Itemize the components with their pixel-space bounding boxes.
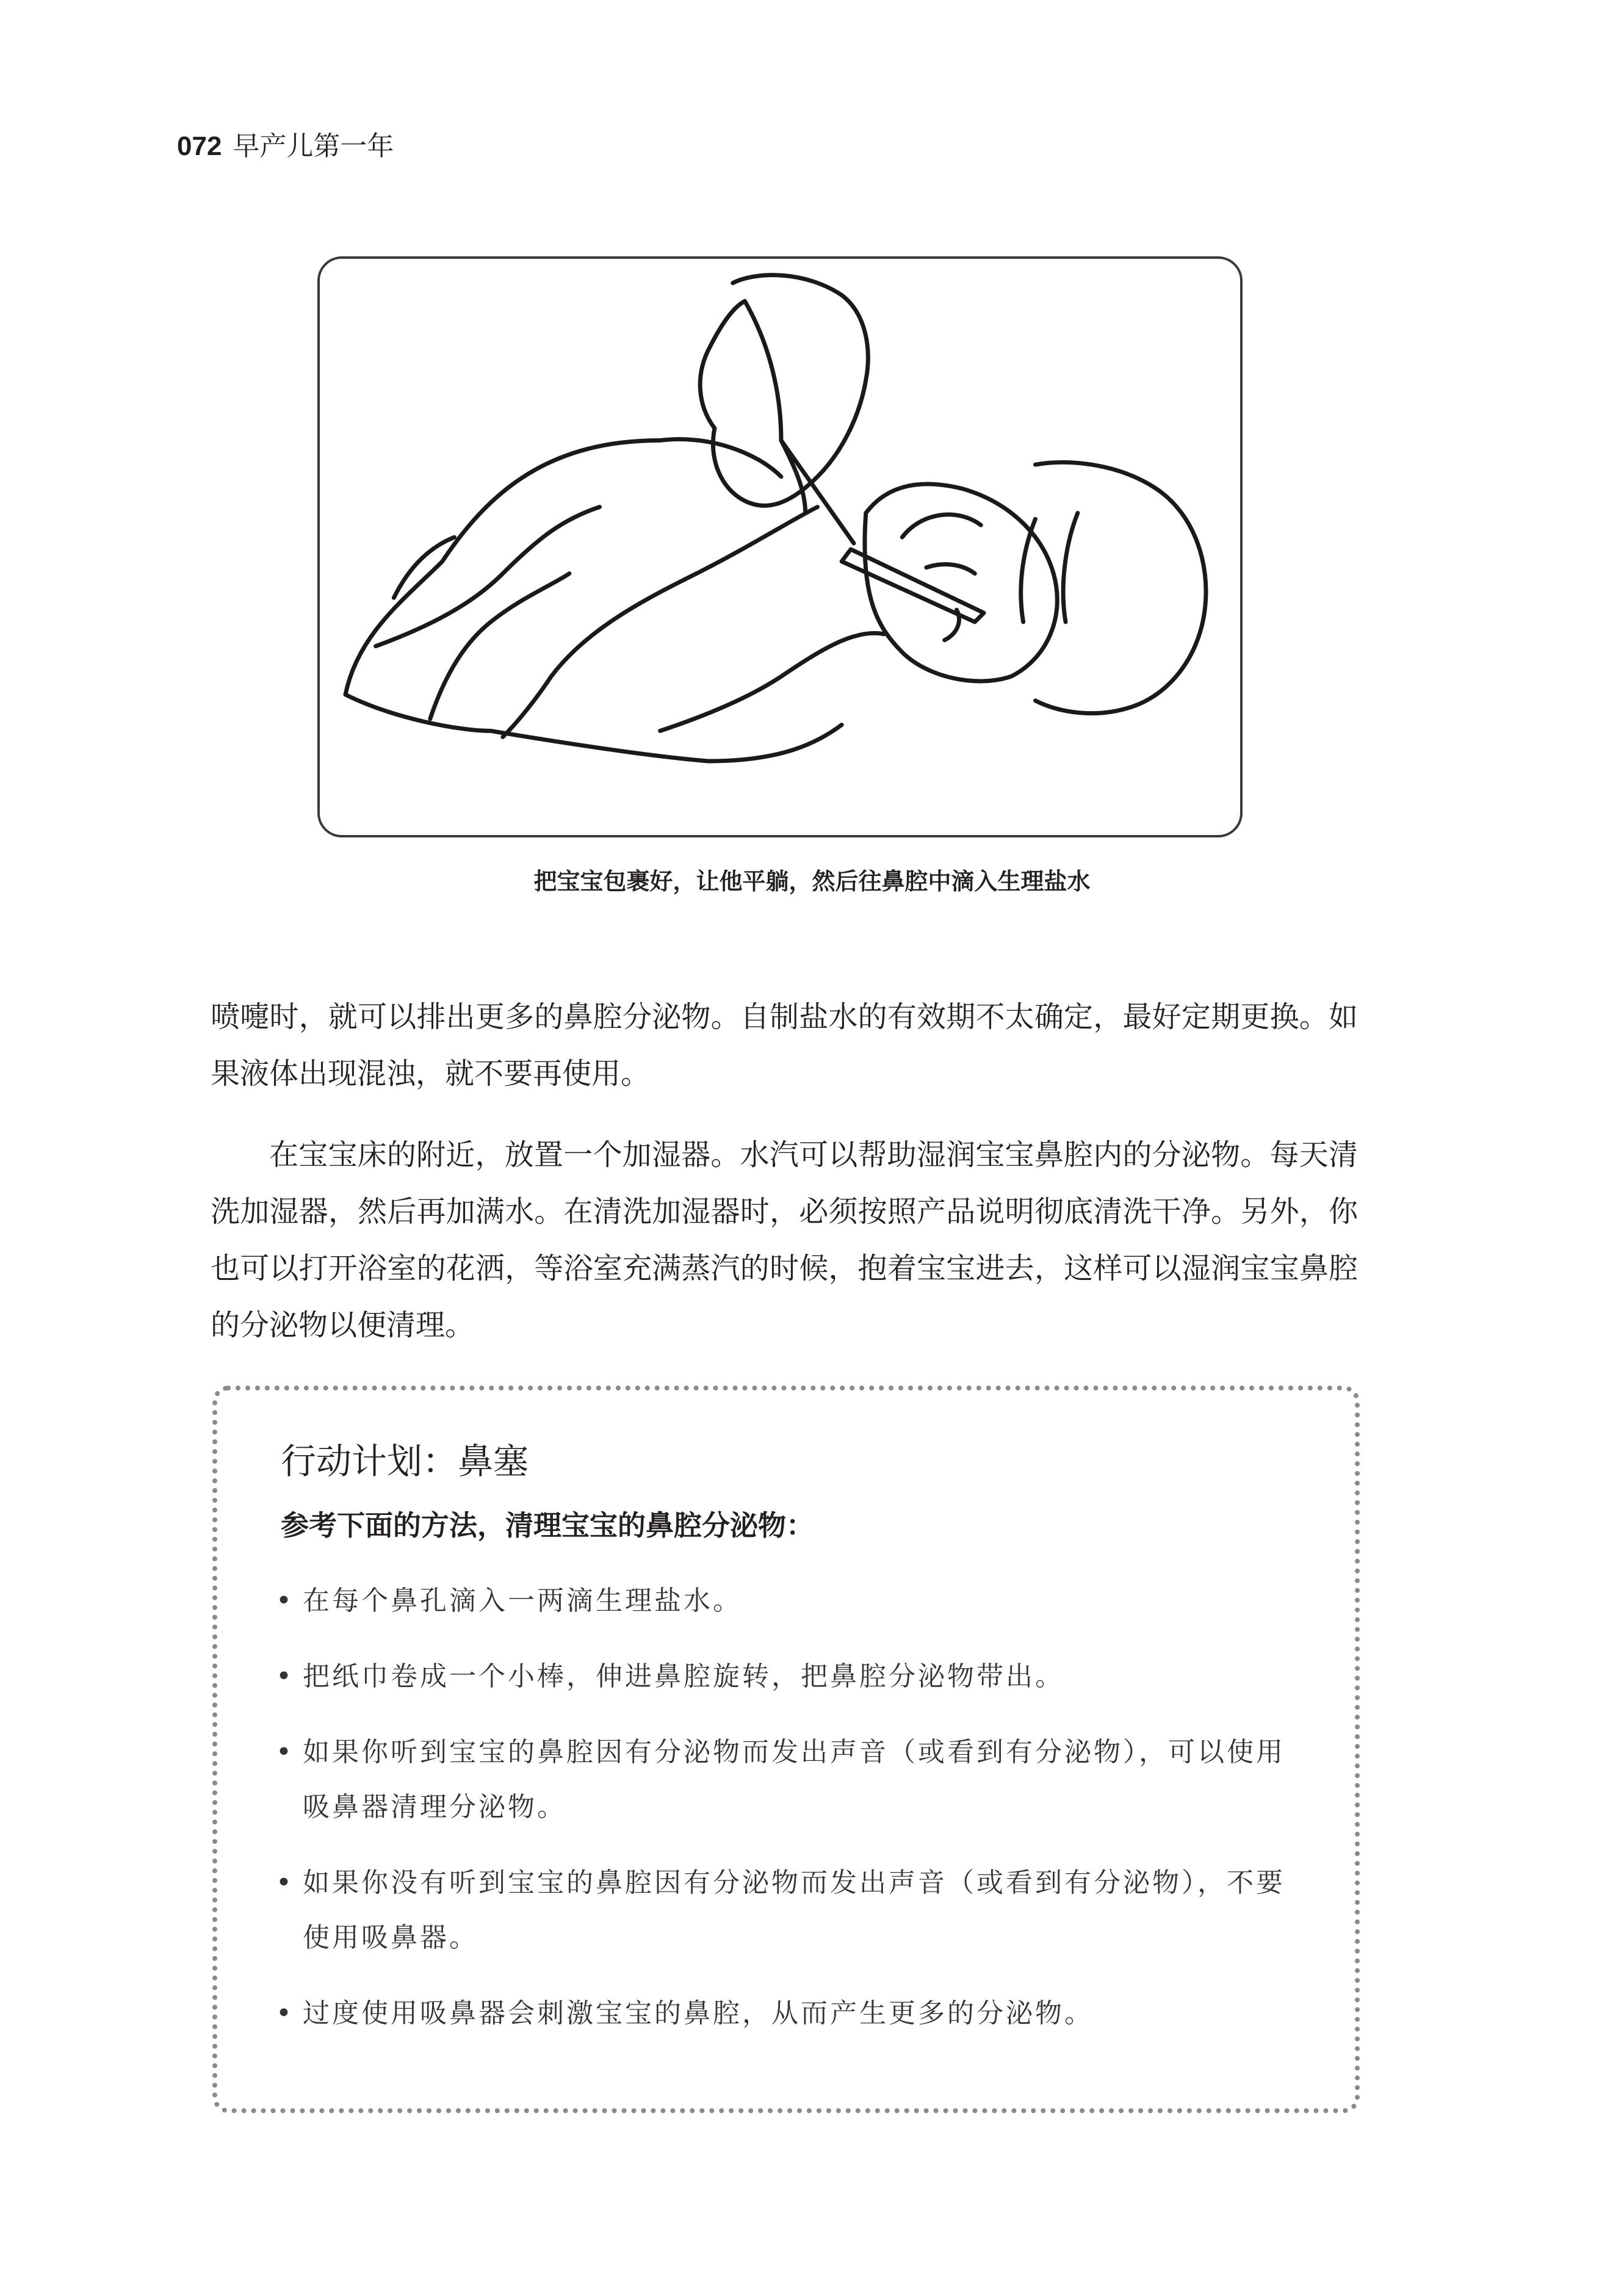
list-item [276, 1856, 1289, 1965]
page-header [177, 129, 394, 164]
bullet-icon: • [276, 1737, 292, 1768]
list-item-text: 把纸巾卷成一个小棒，伸进鼻腔旋转，把鼻腔分泌物带出。 [303, 1661, 1064, 1692]
list-item-text: 在每个鼻孔滴入一两滴生理盐水。 [303, 1585, 742, 1616]
action-plan-box [212, 1386, 1360, 2113]
body-paragraph-2 [211, 1127, 1358, 1354]
figure-caption: 把宝宝包裹好，让他平躺，然后往鼻腔中滴入生理盐水 [533, 868, 1091, 895]
illustration-frame [317, 256, 1243, 837]
list-item-text: 如果你听到宝宝的鼻腔因有分泌物而发出声音（或看到有分泌物），可以使用吸鼻器清理分泌物。 [303, 1737, 1285, 1823]
list-item [276, 1725, 1289, 1835]
baby-nasal-drops-illustration [320, 259, 1240, 835]
bullet-icon: • [276, 1867, 292, 1898]
body-paragraph-1 [211, 989, 1358, 1102]
book-title: 早产儿第一年 [233, 131, 394, 162]
list-item [276, 1574, 1289, 1628]
paragraph-text: 在宝宝床的附近，放置一个加湿器。水汽可以帮助湿润宝宝鼻腔内的分泌物。每天清洗加湿器，然后再加满水。在清洗加湿器时，必须按照产品说明彻底清洗干净。另外，你也可以打开浴室的花洒，等浴室充满蒸汽的时候，抱着宝宝进去，这样可以湿润宝宝鼻腔的分泌物以便清理。 [211, 1138, 1358, 1342]
bullet-icon: • [276, 1998, 292, 2029]
list-item [276, 1649, 1289, 1704]
paragraph-text: 喷嚏时，就可以排出更多的鼻腔分泌物。自制盐水的有效期不太确定，最好定期更换。如果液体出现混浊，就不要再使用。 [211, 1000, 1358, 1091]
bullet-icon: • [276, 1661, 292, 1692]
page-number: 072 [177, 131, 222, 161]
list-item-text: 如果你没有听到宝宝的鼻腔因有分泌物而发出声音（或看到有分泌物），不要使用吸鼻器。 [303, 1867, 1285, 1953]
list-item [276, 1986, 1289, 2041]
bullet-icon: • [276, 1585, 292, 1616]
action-plan-list [276, 1574, 1289, 2062]
action-plan-subtitle: 参考下面的方法，清理宝宝的鼻腔分泌物： [281, 1509, 814, 1542]
list-item-text: 过度使用吸鼻器会刺激宝宝的鼻腔，从而产生更多的分泌物。 [303, 1998, 1094, 2029]
action-plan-title: 行动计划：鼻塞 [281, 1440, 529, 1482]
